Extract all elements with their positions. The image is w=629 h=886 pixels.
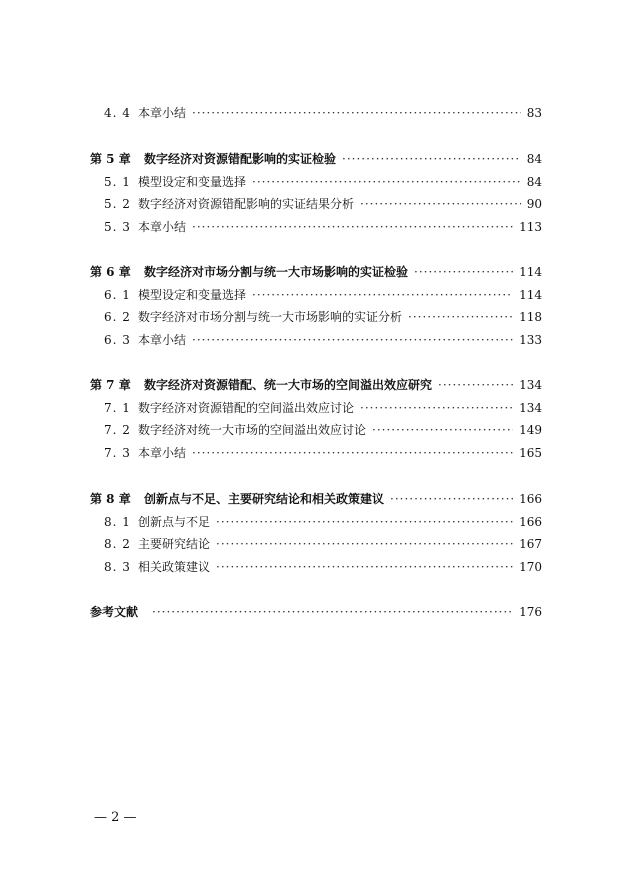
toc-entry[interactable] (90, 285, 542, 305)
dot-leader (192, 217, 513, 237)
section-title: 本章小结 (138, 220, 187, 234)
page-footer-number: — 2 — (94, 810, 137, 825)
section-title: 模型设定和变量选择 (138, 288, 247, 302)
page-number: 118 (519, 310, 542, 324)
section-title: 本章小结 (138, 446, 187, 460)
dot-leader (372, 420, 513, 440)
dot-leader (216, 512, 513, 532)
toc-entry[interactable] (90, 194, 542, 214)
section-number: 7. 2 (104, 423, 131, 437)
dot-leader (360, 194, 521, 214)
toc-chapter-entry[interactable] (90, 489, 542, 509)
page-number: 90 (526, 197, 542, 211)
page-number: 166 (519, 492, 542, 506)
dot-leader (216, 557, 513, 577)
toc-entry[interactable] (90, 103, 542, 123)
section-title: 本章小结 (138, 333, 187, 347)
page-number: 176 (519, 605, 542, 619)
section-title: 数字经济对资源错配影响的实证结果分析 (138, 197, 355, 211)
page-number: 166 (519, 515, 542, 529)
page-number: 114 (519, 288, 542, 302)
page-number: 84 (526, 175, 542, 189)
chapter-title: 数字经济对资源错配影响的实证检验 (144, 152, 337, 166)
toc-chapter-entry[interactable] (90, 262, 542, 282)
dot-leader (192, 103, 521, 123)
toc-entry[interactable] (90, 172, 542, 192)
section-number: 8. 1 (104, 515, 131, 529)
dot-leader (152, 602, 513, 622)
dot-leader (192, 443, 513, 463)
toc-entry[interactable] (90, 534, 542, 554)
chapter-title: 数字经济对市场分割与统一大市场影响的实证检验 (144, 265, 409, 279)
chapter-number: 第 5 章 (90, 152, 131, 166)
page-number: 167 (519, 537, 542, 551)
toc-chapter-entry[interactable] (90, 375, 542, 395)
section-number: 6. 2 (104, 310, 131, 324)
toc-entry[interactable] (90, 420, 542, 440)
references-title: 参考文献 (90, 605, 139, 619)
section-number: 6. 1 (104, 288, 131, 302)
section-number: 7. 3 (104, 446, 131, 460)
section-number: 5. 1 (104, 175, 131, 189)
page-number: 83 (526, 106, 542, 120)
dot-leader (438, 375, 513, 395)
section-title: 创新点与不足 (138, 515, 211, 529)
section-title: 主要研究结论 (138, 537, 211, 551)
dot-leader (414, 262, 513, 282)
page-number: 114 (519, 265, 542, 279)
page-number: 133 (519, 333, 542, 347)
toc-entry[interactable] (90, 443, 542, 463)
page-number: 170 (519, 560, 542, 574)
dot-leader (252, 285, 513, 305)
chapter-number: 第 8 章 (90, 492, 131, 506)
dot-leader (216, 534, 513, 554)
section-number: 7. 1 (104, 401, 131, 415)
dot-leader (360, 398, 513, 418)
toc-references-entry[interactable] (90, 602, 542, 622)
section-title: 相关政策建议 (138, 560, 211, 574)
chapter-number: 第 6 章 (90, 265, 131, 279)
chapter-title: 创新点与不足、主要研究结论和相关政策建议 (144, 492, 385, 506)
toc-entry[interactable] (90, 398, 542, 418)
section-title: 本章小结 (138, 106, 187, 120)
section-title: 模型设定和变量选择 (138, 175, 247, 189)
dot-leader (192, 330, 513, 350)
toc-entry[interactable] (90, 330, 542, 350)
page-number: 134 (519, 401, 542, 415)
section-number: 5. 2 (104, 197, 131, 211)
page-number: 149 (519, 423, 542, 437)
section-title: 数字经济对市场分割与统一大市场影响的实证分析 (138, 310, 403, 324)
toc-entry[interactable] (90, 217, 542, 237)
toc-entry[interactable] (90, 307, 542, 327)
section-title: 数字经济对统一大市场的空间溢出效应讨论 (138, 423, 367, 437)
section-number: 8. 2 (104, 537, 131, 551)
dot-leader (342, 149, 521, 169)
dot-leader (390, 489, 513, 509)
dot-leader (408, 307, 513, 327)
chapter-number: 第 7 章 (90, 378, 131, 392)
section-title: 数字经济对资源错配的空间溢出效应讨论 (138, 401, 355, 415)
page-number: 113 (519, 220, 542, 234)
toc-entry[interactable] (90, 557, 542, 577)
toc-entry[interactable] (90, 512, 542, 532)
page-number: 165 (519, 446, 542, 460)
section-number: 6. 3 (104, 333, 131, 347)
section-number: 5. 3 (104, 220, 131, 234)
section-number: 4. 4 (104, 106, 131, 120)
page-number: 134 (519, 378, 542, 392)
section-number: 8. 3 (104, 560, 131, 574)
dot-leader (252, 172, 521, 192)
chapter-title: 数字经济对资源错配、统一大市场的空间溢出效应研究 (144, 378, 433, 392)
page-number: 84 (526, 152, 542, 166)
toc-chapter-entry[interactable] (90, 149, 542, 169)
